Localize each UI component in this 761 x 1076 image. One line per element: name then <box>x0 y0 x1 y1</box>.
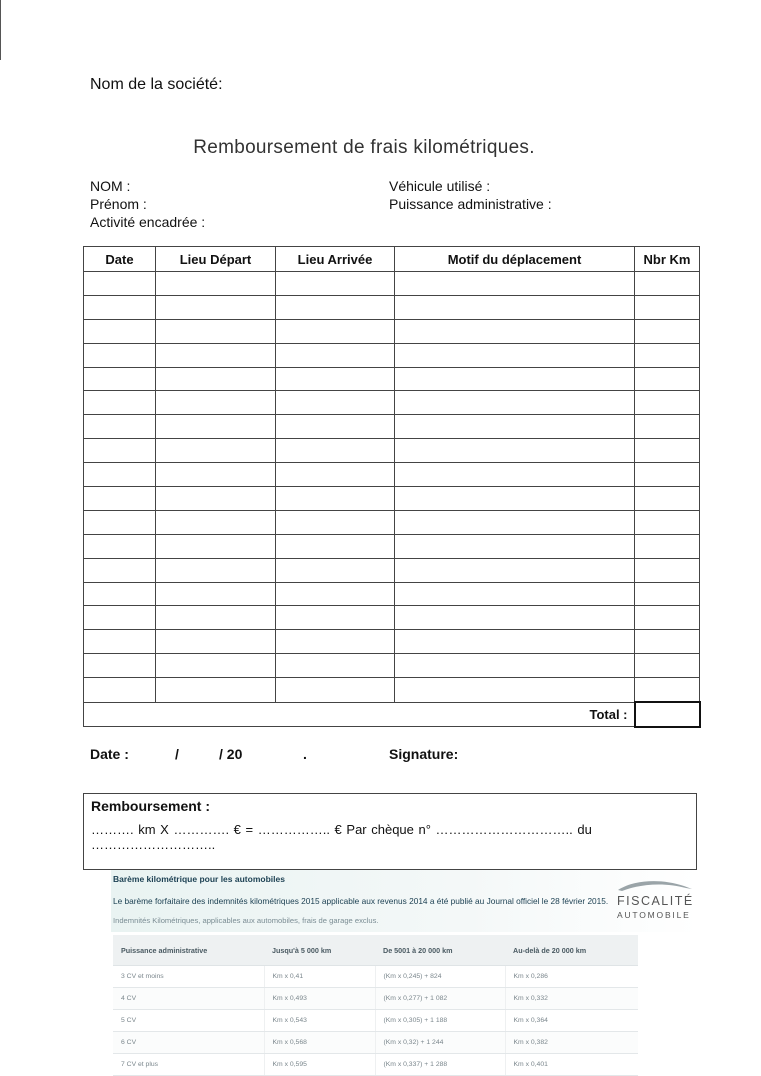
table-cell[interactable] <box>84 391 156 415</box>
table-row <box>84 415 700 439</box>
table-cell[interactable] <box>635 319 700 343</box>
table-cell[interactable] <box>635 558 700 582</box>
table-cell[interactable] <box>84 558 156 582</box>
reimbursement-box <box>83 793 697 870</box>
table-cell[interactable] <box>635 654 700 678</box>
table-cell[interactable] <box>276 439 395 463</box>
trip-log-table <box>83 246 701 728</box>
page-title: Remboursement de frais kilométriques. <box>193 137 535 158</box>
table-cell[interactable] <box>84 343 156 367</box>
logo-automobile: AUTOMOBILE <box>617 910 691 920</box>
table-cell[interactable] <box>84 319 156 343</box>
table-cell[interactable] <box>395 439 635 463</box>
table-cell[interactable] <box>276 415 395 439</box>
table-cell[interactable] <box>276 606 395 630</box>
bareme-table <box>113 935 638 1076</box>
bareme-cell: 3 CV et moins <box>113 966 264 988</box>
total-blank <box>84 702 156 727</box>
bareme-header-row <box>113 935 638 966</box>
table-row <box>84 534 700 558</box>
table-cell[interactable] <box>395 606 635 630</box>
table-cell[interactable] <box>635 630 700 654</box>
table-cell[interactable] <box>395 272 635 296</box>
total-km-box[interactable] <box>635 702 700 727</box>
column-header-motif: Motif du déplacement <box>395 247 635 272</box>
total-blank <box>156 702 276 727</box>
table-cell[interactable] <box>156 654 276 678</box>
table-cell[interactable] <box>84 510 156 534</box>
table-cell[interactable] <box>635 534 700 558</box>
table-cell[interactable] <box>84 678 156 702</box>
table-cell[interactable] <box>635 439 700 463</box>
page-edge-mark <box>0 0 1 60</box>
table-row <box>84 630 700 654</box>
bareme-col-5000: Jusqu'à 5 000 km <box>264 935 375 966</box>
bareme-col-audela: Au-delà de 20 000 km <box>505 935 638 966</box>
table-cell[interactable] <box>156 606 276 630</box>
bareme-row <box>113 1032 638 1054</box>
bareme-row <box>113 988 638 1010</box>
table-cell[interactable] <box>276 463 395 487</box>
table-cell[interactable] <box>156 582 276 606</box>
table-cell[interactable] <box>276 367 395 391</box>
column-header-date: Date <box>84 247 156 272</box>
table-cell[interactable] <box>395 558 635 582</box>
column-header-lieu-depart: Lieu Départ <box>156 247 276 272</box>
total-label: Total : <box>395 702 635 727</box>
date-label: Date : <box>90 746 129 762</box>
table-cell[interactable] <box>276 272 395 296</box>
table-cell[interactable] <box>276 534 395 558</box>
table-row <box>84 558 700 582</box>
table-cell[interactable] <box>84 439 156 463</box>
table-row <box>84 343 700 367</box>
bareme-row <box>113 1010 638 1032</box>
table-row <box>84 439 700 463</box>
table-cell[interactable] <box>156 439 276 463</box>
table-cell[interactable] <box>635 463 700 487</box>
table-cell[interactable] <box>156 415 276 439</box>
table-cell[interactable] <box>276 487 395 511</box>
table-row <box>84 582 700 606</box>
table-cell[interactable] <box>156 534 276 558</box>
table-cell[interactable] <box>84 654 156 678</box>
logo-fiscalite: FISCALITÉ <box>617 894 694 908</box>
table-row <box>84 510 700 534</box>
table-cell[interactable] <box>635 391 700 415</box>
table-cell[interactable] <box>84 415 156 439</box>
table-row <box>84 272 700 296</box>
bareme-cell: Km x 0,41 <box>264 966 375 988</box>
table-cell[interactable] <box>635 367 700 391</box>
table-cell[interactable] <box>395 678 635 702</box>
table-row <box>84 319 700 343</box>
table-row <box>84 463 700 487</box>
activite-label: Activité encadrée : <box>90 214 206 230</box>
table-row <box>84 367 700 391</box>
table-cell[interactable] <box>395 463 635 487</box>
date-slash-2: / 20 <box>219 746 243 762</box>
table-cell[interactable] <box>156 630 276 654</box>
table-cell[interactable] <box>84 606 156 630</box>
column-header-nbr-km: Nbr Km <box>635 247 700 272</box>
table-cell[interactable] <box>276 582 395 606</box>
nom-label: NOM : <box>90 178 131 194</box>
table-cell[interactable] <box>395 630 635 654</box>
table-cell[interactable] <box>84 367 156 391</box>
table-cell[interactable] <box>276 343 395 367</box>
table-cell[interactable] <box>276 630 395 654</box>
table-cell[interactable] <box>84 295 156 319</box>
table-cell[interactable] <box>395 534 635 558</box>
bareme-cell: Km x 0,332 <box>505 988 638 1010</box>
table-row <box>84 606 700 630</box>
table-cell[interactable] <box>84 487 156 511</box>
vehicule-label: Véhicule utilisé : <box>389 178 491 194</box>
table-cell[interactable] <box>395 391 635 415</box>
table-cell[interactable] <box>395 487 635 511</box>
table-cell[interactable] <box>635 295 700 319</box>
table-cell[interactable] <box>395 654 635 678</box>
reimbursement-line: ………. km X …………. € = …………….. € Par chèque n° ………………………….. du ……………………….. <box>91 822 592 852</box>
table-cell[interactable] <box>84 463 156 487</box>
bareme-row <box>113 966 638 988</box>
bareme-note: Indemnités Kilométriques, applicables aux automobiles, frais de garage exclus. <box>113 916 379 925</box>
table-cell[interactable] <box>156 272 276 296</box>
table-cell[interactable] <box>156 463 276 487</box>
table-cell[interactable] <box>156 319 276 343</box>
bareme-cell: Km x 0,364 <box>505 1010 638 1032</box>
bareme-cell: 4 CV <box>113 988 264 1010</box>
bareme-cell: 5 CV <box>113 1010 264 1032</box>
table-cell[interactable] <box>276 558 395 582</box>
bareme-cell: (Km x 0,337) + 1 288 <box>375 1054 505 1076</box>
bareme-title: Barème kilométrique pour les automobiles <box>113 874 285 884</box>
bareme-cell: 7 CV et plus <box>113 1054 264 1076</box>
trip-log-header-row <box>84 247 700 272</box>
bareme-cell: Km x 0,595 <box>264 1054 375 1076</box>
total-row <box>84 702 700 727</box>
total-blank <box>276 702 395 727</box>
table-cell[interactable] <box>395 295 635 319</box>
prenom-label: Prénom : <box>90 196 147 212</box>
bareme-col-puissance: Puissance administrative <box>113 935 264 966</box>
bareme-cell: (Km x 0,245) + 824 <box>375 966 505 988</box>
table-cell[interactable] <box>156 295 276 319</box>
bareme-subtitle: Le barème forfaitaire des indemnités kilométriques 2015 applicable aux revenus 2014 a été publié au Journal officiel le 28 février 2015. <box>113 896 609 906</box>
table-cell[interactable] <box>635 510 700 534</box>
table-cell[interactable] <box>156 510 276 534</box>
table-cell[interactable] <box>84 630 156 654</box>
table-cell[interactable] <box>156 558 276 582</box>
bareme-cell: (Km x 0,277) + 1 082 <box>375 988 505 1010</box>
table-cell[interactable] <box>635 582 700 606</box>
signature-label: Signature: <box>389 746 459 762</box>
table-row <box>84 654 700 678</box>
table-cell[interactable] <box>635 415 700 439</box>
table-row <box>84 391 700 415</box>
table-cell[interactable] <box>395 319 635 343</box>
table-cell[interactable] <box>395 367 635 391</box>
company-label: Nom de la société: <box>90 76 223 93</box>
table-cell[interactable] <box>276 319 395 343</box>
table-row <box>84 295 700 319</box>
bareme-cell: (Km x 0,32) + 1 244 <box>375 1032 505 1054</box>
bareme-cell: Km x 0,286 <box>505 966 638 988</box>
table-cell[interactable] <box>276 510 395 534</box>
table-cell[interactable] <box>635 678 700 702</box>
reimbursement-title: Remboursement : <box>91 798 211 814</box>
bareme-col-20000: De 5001 à 20 000 km <box>375 935 505 966</box>
table-cell[interactable] <box>156 391 276 415</box>
bareme-row <box>113 1054 638 1076</box>
bareme-cell: Km x 0,493 <box>264 988 375 1010</box>
date-dot: . <box>303 746 307 762</box>
table-row <box>84 487 700 511</box>
column-header-lieu-arrivee: Lieu Arrivée <box>276 247 395 272</box>
table-cell[interactable] <box>395 510 635 534</box>
table-cell[interactable] <box>276 295 395 319</box>
bareme-cell: 6 CV <box>113 1032 264 1054</box>
table-cell[interactable] <box>276 678 395 702</box>
table-cell[interactable] <box>156 343 276 367</box>
bareme-cell: Km x 0,543 <box>264 1010 375 1032</box>
table-row <box>84 678 700 702</box>
table-cell[interactable] <box>635 606 700 630</box>
puissance-label: Puissance administrative : <box>389 196 552 212</box>
table-cell[interactable] <box>156 487 276 511</box>
table-cell[interactable] <box>276 654 395 678</box>
bareme-cell: (Km x 0,305) + 1 188 <box>375 1010 505 1032</box>
table-cell[interactable] <box>635 272 700 296</box>
table-cell[interactable] <box>395 415 635 439</box>
table-cell[interactable] <box>635 487 700 511</box>
bareme-header <box>111 870 699 932</box>
table-cell[interactable] <box>84 272 156 296</box>
bareme-cell: Km x 0,401 <box>505 1054 638 1076</box>
table-cell[interactable] <box>84 534 156 558</box>
bareme-cell: Km x 0,568 <box>264 1032 375 1054</box>
table-cell[interactable] <box>395 582 635 606</box>
table-cell[interactable] <box>276 391 395 415</box>
table-cell[interactable] <box>84 582 156 606</box>
table-cell[interactable] <box>156 678 276 702</box>
bareme-cell: Km x 0,382 <box>505 1032 638 1054</box>
table-cell[interactable] <box>635 343 700 367</box>
date-slash-1: / <box>175 746 179 762</box>
table-cell[interactable] <box>395 343 635 367</box>
table-cell[interactable] <box>156 367 276 391</box>
